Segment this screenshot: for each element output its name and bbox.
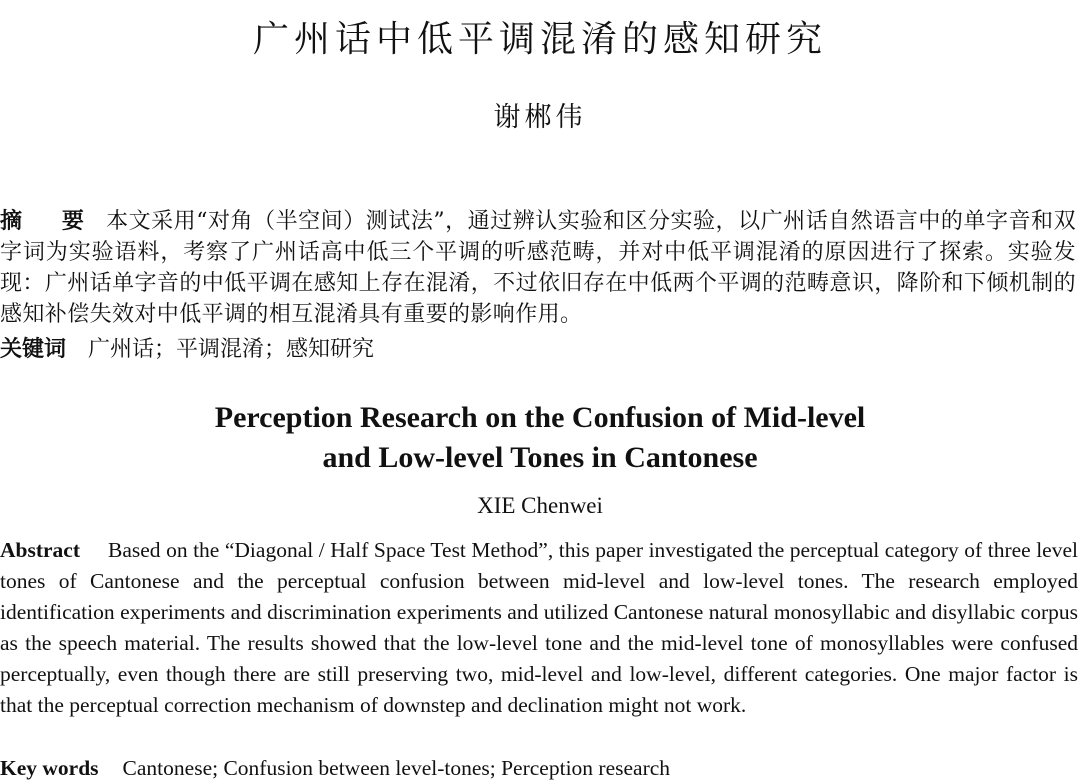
chinese-title: 广州话中低平调混淆的感知研究 xyxy=(252,19,827,60)
english-author: XIE Chenwei xyxy=(477,493,603,518)
chinese-abstract-label: 摘 要 xyxy=(0,209,101,234)
english-title-line-1: Perception Research on the Confusion of Mid-level xyxy=(214,401,866,434)
chinese-keywords xyxy=(0,334,1076,365)
english-title xyxy=(0,398,1080,478)
english-keywords-label: Key words xyxy=(0,756,99,780)
chinese-keywords-label: 关键词 xyxy=(0,337,67,362)
english-abstract-label: Abstract xyxy=(0,538,81,562)
english-keywords-text: Cantonese; Confusion between level-tones; Perception research xyxy=(122,756,671,780)
english-keywords xyxy=(0,753,1078,784)
chinese-author: 谢郴伟 xyxy=(493,102,587,133)
english-abstract xyxy=(0,535,1078,721)
english-abstract-text: Based on the “Diagonal / Half Space Test Method”, this paper investigated the perceptual category of three level tones of Cantonese and the perceptual confusion between mid-level and low-level tones. The research employed identification experiments and discrimination experiments and utilized Cantonese natural monosyllabic and disyllabic corpus as the speech material. The results showed that the low-level tone and the mid-level tone of monosyllables were confused perceptually, even though there are still preserving two, mid-level and low-level, different categories. One major factor is that the perceptual correction mechanism of downstep and declination might not work. xyxy=(0,538,1078,717)
english-title-line-2: and Low-level Tones in Cantonese xyxy=(322,441,758,474)
chinese-abstract xyxy=(0,206,1076,330)
chinese-keywords-text: 广州话；平调混淆；感知研究 xyxy=(88,337,375,362)
chinese-abstract-text: 本文采用“对角（半空间）测试法”，通过辨认实验和区分实验，以广州话自然语言中的单字音和双字词为实验语料，考察了广州话高中低三个平调的听感范畴，并对中低平调混淆的原因进行了探索。实验发现：广州话单字音的中低平调在感知上存在混淆，不过依旧存在中低两个平调的范畴意识，降阶和下倾机制的感知补偿失效对中低平调的相互混淆具有重要的影响作用。 xyxy=(0,209,1076,327)
